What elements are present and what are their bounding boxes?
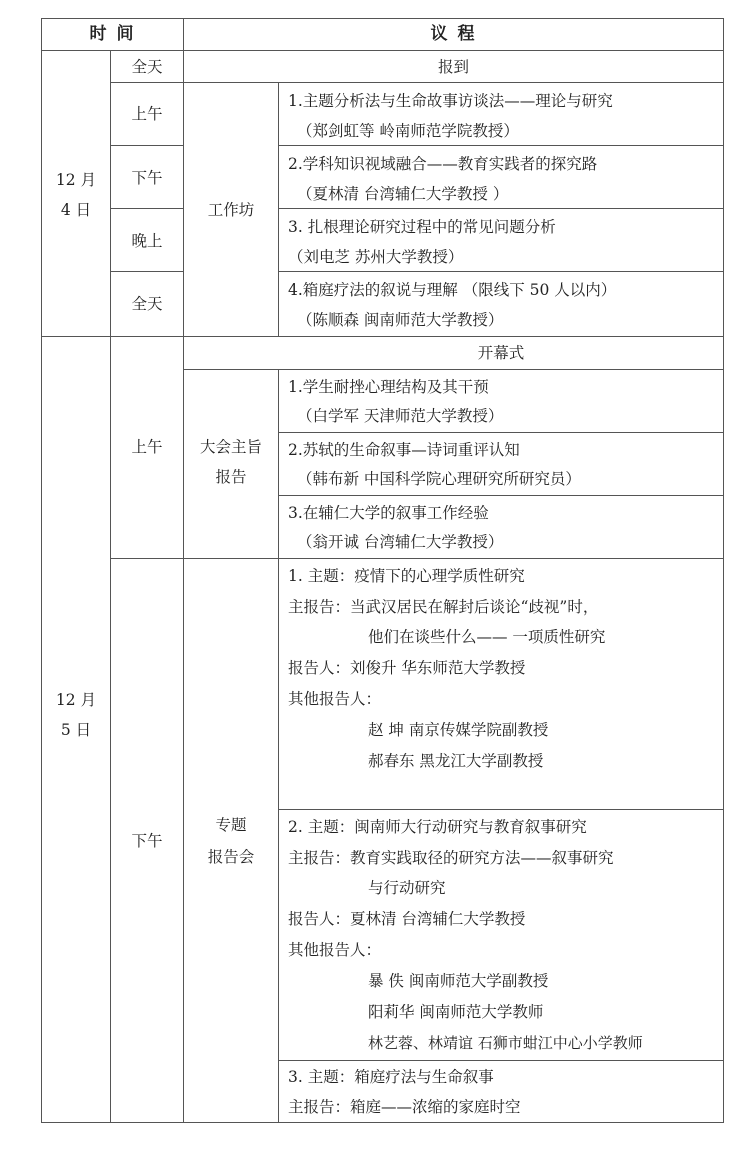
keynote-category-line2: 报告 bbox=[215, 468, 247, 486]
keynote-2-speaker: （韩布新 中国科学院心理研究所研究员） bbox=[297, 470, 581, 488]
topic1-theme: 1. 主题：疫情下的心理学质性研究 bbox=[288, 567, 525, 585]
topic3-theme: 3. 主题：箱庭疗法与生命叙事 bbox=[288, 1068, 494, 1086]
border-right bbox=[723, 18, 724, 1123]
day2-date-day: 5 日 bbox=[60, 721, 92, 739]
row-line bbox=[278, 271, 724, 272]
topic1-other-1: 赵 坤 南京传媒学院副教授 bbox=[368, 721, 549, 739]
header-time: 时 间 bbox=[89, 24, 136, 44]
day2-slot-morning: 上午 bbox=[131, 438, 163, 456]
day1-allday-label: 全天 bbox=[131, 58, 163, 76]
row-line bbox=[278, 809, 724, 810]
col-divider-time bbox=[183, 18, 184, 1123]
topic1-main-report-cont: 他们在谈些什么—— 一项质性研究 bbox=[368, 628, 606, 646]
topic2-main-report-cont: 与行动研究 bbox=[368, 879, 446, 897]
topic1-main-report: 主报告：当武汉居民在解封后谈论“歧视”时， bbox=[288, 598, 599, 616]
slot-afternoon: 下午 bbox=[131, 169, 163, 187]
opening-ceremony: 开幕式 bbox=[477, 344, 525, 362]
border-bottom bbox=[41, 1122, 724, 1123]
keynote-category-line1: 大会主旨 bbox=[199, 438, 262, 456]
row-line bbox=[278, 495, 724, 496]
workshop-3-title: 3. 扎根理论研究过程中的常见问题分析 bbox=[288, 218, 556, 236]
header-agenda: 议 程 bbox=[430, 24, 477, 44]
special-category-line1: 专题 bbox=[215, 816, 247, 834]
topic1-reporter: 报告人：刘俊升 华东师范大学教授 bbox=[288, 659, 526, 677]
topic2-other-1: 暴 佚 闽南师范大学副教授 bbox=[368, 972, 549, 990]
topic2-main-report: 主报告：教育实践取径的研究方法——叙事研究 bbox=[288, 849, 614, 867]
day1-date-day: 4 日 bbox=[60, 201, 92, 219]
workshop-category: 工作坊 bbox=[207, 201, 255, 219]
topic2-others-label: 其他报告人： bbox=[288, 941, 382, 959]
row-line bbox=[110, 271, 184, 272]
col-divider-date bbox=[110, 50, 111, 1123]
workshop-2-speaker: （夏林清 台湾辅仁大学教授 ） bbox=[297, 185, 509, 203]
day2-date-month: 12 月 bbox=[55, 691, 97, 709]
row-line bbox=[278, 145, 724, 146]
keynote-3-speaker: （翁开诚 台湾辅仁大学教授） bbox=[297, 533, 504, 551]
keynote-1-title: 1.学生耐挫心理结构及其干预 bbox=[288, 378, 489, 396]
topic2-other-2: 阳莉华 闽南师范大学教师 bbox=[368, 1003, 544, 1021]
keynote-2-title: 2.苏轼的生命叙事—诗词重评认知 bbox=[288, 441, 520, 459]
topic1-others-label: 其他报告人： bbox=[288, 690, 382, 708]
special-category-line2: 报告会 bbox=[207, 848, 255, 866]
workshop-3-speaker: （刘电芝 苏州大学教授） bbox=[288, 248, 464, 266]
border-top bbox=[41, 18, 724, 19]
slot-evening: 晚上 bbox=[131, 232, 163, 250]
topic2-theme: 2. 主题：闽南师大行动研究与教育叙事研究 bbox=[288, 818, 587, 836]
col-divider-cat-day1 bbox=[278, 82, 279, 336]
registration-label: 报到 bbox=[437, 58, 469, 76]
row-line bbox=[110, 558, 724, 559]
row-line bbox=[110, 208, 184, 209]
day-divider bbox=[41, 336, 724, 337]
workshop-4-title: 4.箱庭疗法的叙说与理解 （限线下 50 人以内） bbox=[288, 281, 617, 299]
topic1-other-2: 郝春东 黑龙江大学副教授 bbox=[368, 752, 544, 770]
col-divider-cat-day2 bbox=[278, 369, 279, 1123]
day1-date-month: 12 月 bbox=[55, 171, 97, 189]
workshop-1-speaker: （郑剑虹等 岭南师范学院教授） bbox=[297, 122, 519, 140]
workshop-1-title: 1.主题分析法与生命故事访谈法——理论与研究 bbox=[288, 92, 613, 110]
slot-allday: 全天 bbox=[131, 295, 163, 313]
slot-morning: 上午 bbox=[131, 105, 163, 123]
day2-slot-afternoon: 下午 bbox=[131, 832, 163, 850]
row-line bbox=[278, 208, 724, 209]
topic2-other-3: 林艺蓉、林靖谊 石狮市蚶江中心小学教师 bbox=[368, 1034, 643, 1052]
row-line bbox=[110, 145, 184, 146]
topic3-main-report: 主报告：箱庭——浓缩的家庭时空 bbox=[288, 1098, 521, 1116]
row-line bbox=[110, 82, 724, 83]
header-divider bbox=[41, 50, 724, 51]
workshop-2-title: 2.学科知识视域融合——教育实践者的探究路 bbox=[288, 155, 598, 173]
row-line bbox=[183, 369, 724, 370]
row-line bbox=[278, 1060, 724, 1061]
keynote-1-speaker: （白学军 天津师范大学教授） bbox=[297, 407, 504, 425]
topic2-reporter: 报告人：夏林清 台湾辅仁大学教授 bbox=[288, 910, 526, 928]
keynote-3-title: 3.在辅仁大学的叙事工作经验 bbox=[288, 504, 489, 522]
workshop-4-speaker: （陈顺森 闽南师范大学教授） bbox=[297, 311, 504, 329]
row-line bbox=[278, 432, 724, 433]
